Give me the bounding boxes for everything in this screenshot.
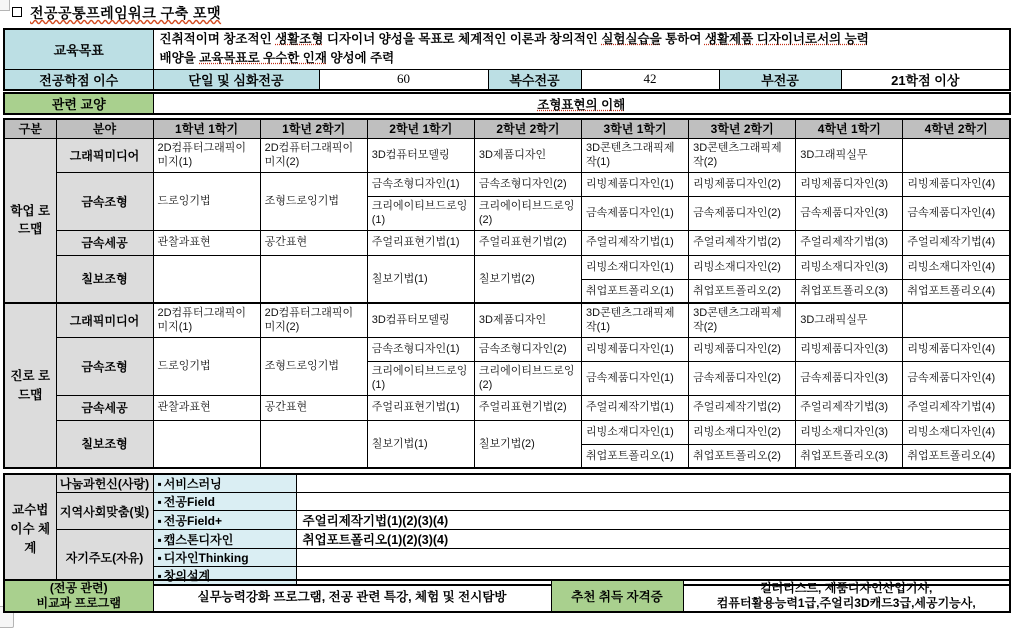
course-cell: 리빙소재디자인(2) — [689, 255, 796, 279]
roadmap-table — [3, 118, 1011, 469]
teaching-item-value: 취업포트폴리오(1)(2)(3)(4) — [296, 530, 1010, 549]
course-cell: 취업포트폴리오(3) — [796, 279, 903, 303]
course-cell: 리빙소재디자인(1) — [582, 420, 689, 444]
course-cell: 주얼리표현기법(1) — [367, 230, 474, 255]
course-cell: 취업포트폴리오(4) — [903, 279, 1010, 303]
text-segment: 양성에 주력 — [326, 51, 395, 66]
teaching-section-label: 교수법 이수 체계 — [4, 474, 56, 585]
course-cell: 취업포트폴리오(4) — [903, 444, 1010, 468]
course-cell: 금속제품디자인(4) — [903, 361, 1010, 395]
course-cell: 3D컴퓨터모델링 — [367, 303, 474, 337]
related-liberal-value: 조형표현의 이해 — [153, 93, 1010, 114]
course-cell: 리빙제품디자인(4) — [903, 337, 1010, 361]
roadmap-category-label: 금속조형 — [56, 337, 153, 395]
text-segment: 실험실습을 — [601, 32, 662, 47]
column-header: 분야 — [56, 119, 153, 138]
related-liberal-label: 관련 교양 — [4, 93, 153, 114]
course-cell: 관찰과표현 — [153, 395, 260, 420]
course-cell: 3D제품디자인 — [474, 303, 581, 337]
teaching-item-value — [296, 549, 1010, 567]
certificates-value — [683, 580, 1010, 612]
education-goal-label: 교육목표 — [4, 29, 153, 69]
course-cell: 리빙제품디자인(2) — [689, 172, 796, 196]
roadmap-row — [4, 138, 1010, 172]
course-cell: 취업포트폴리오(1) — [582, 279, 689, 303]
course-cell: 칠보기법(2) — [474, 420, 581, 468]
course-cell — [153, 420, 260, 468]
course-cell: 리빙소재디자인(3) — [796, 255, 903, 279]
text-segment: 생활제품 — [704, 32, 754, 47]
roadmap-category-label: 칠보조형 — [56, 255, 153, 303]
goal-line-1 — [160, 30, 1004, 49]
page-title-text: 전공공통프레임워크 구축 포맷 — [30, 5, 222, 21]
course-cell — [260, 420, 367, 468]
text-segment: 배양을 — [159, 51, 200, 66]
course-cell: 크리에이티브드로잉(1) — [367, 196, 474, 230]
text-segment: 디자이너로서의 능력 — [756, 32, 869, 47]
course-cell: 칠보기법(1) — [367, 420, 474, 468]
column-header: 구분 — [4, 119, 56, 138]
course-cell: 금속조형디자인(1) — [367, 337, 474, 361]
roadmap-category-label: 칠보조형 — [56, 420, 153, 468]
roadmap-row — [4, 172, 1010, 196]
course-cell — [153, 255, 260, 303]
teaching-table — [3, 473, 1011, 586]
page-title — [12, 3, 221, 23]
course-cell: 취업포트폴리오(3) — [796, 444, 903, 468]
course-cell: 드로잉기법 — [153, 337, 260, 395]
course-cell: 칠보기법(1) — [367, 255, 474, 303]
course-cell: 주얼리제작기법(4) — [903, 230, 1010, 255]
column-header: 3학년 2학기 — [689, 119, 796, 138]
course-cell: 주얼리표현기법(1) — [367, 395, 474, 420]
course-cell: 리빙소재디자인(2) — [689, 420, 796, 444]
course-cell: 리빙소재디자인(3) — [796, 420, 903, 444]
roadmap-row — [4, 303, 1010, 337]
teaching-group-label: 나눔과헌신(사랑) — [56, 474, 153, 493]
course-cell: 2D컴퓨터그래픽이미지(1) — [153, 303, 260, 337]
course-cell: 리빙제품디자인(4) — [903, 172, 1010, 196]
teaching-item: ▪ 디자인Thinking — [153, 549, 296, 567]
course-cell: 금속제품디자인(3) — [796, 361, 903, 395]
course-cell: 금속제품디자인(2) — [689, 361, 796, 395]
course-cell — [903, 138, 1010, 172]
square-bullet-icon — [12, 7, 22, 17]
roadmap-category-label: 금속조형 — [56, 172, 153, 230]
course-cell: 금속제품디자인(1) — [582, 361, 689, 395]
course-cell: 공간표현 — [260, 230, 367, 255]
bottom-table — [3, 579, 1011, 613]
column-header: 4학년 1학기 — [796, 119, 903, 138]
course-cell: 관찰과표현 — [153, 230, 260, 255]
course-cell: 리빙소재디자인(4) — [903, 420, 1010, 444]
teaching-item-value: 주얼리제작기법(1)(2)(3)(4) — [296, 511, 1010, 530]
course-cell: 공간표현 — [260, 395, 367, 420]
column-header: 3학년 1학기 — [582, 119, 689, 138]
course-cell: 취업포트폴리오(1) — [582, 444, 689, 468]
course-cell: 주얼리제작기법(2) — [689, 395, 796, 420]
course-cell: 금속조형디자인(2) — [474, 337, 581, 361]
course-cell: 조형드로잉기법 — [260, 337, 367, 395]
course-cell: 크리에이티브드로잉(2) — [474, 196, 581, 230]
credit-value: 21학점 이상 — [841, 69, 1010, 90]
course-cell: 3D콘텐츠그래픽제작(2) — [689, 303, 796, 337]
credit-type-label: 복수전공 — [488, 69, 581, 90]
course-cell: 3D콘텐츠그래픽제작(2) — [689, 138, 796, 172]
teaching-group-label: 자기주도(자유) — [56, 530, 153, 586]
goal-line-2 — [160, 49, 1004, 68]
course-cell: 3D그래픽실무 — [796, 138, 903, 172]
roadmap-header-row — [4, 119, 1010, 138]
course-cell: 2D컴퓨터그래픽이미지(2) — [260, 138, 367, 172]
course-cell: 크리에이티브드로잉(1) — [367, 361, 474, 395]
extracurricular-label-line2: 비교과 프로그램 — [36, 596, 121, 610]
certificates-line2: 컴퓨터활용능력1급,주얼리3D캐드3급,세공기능사, — [716, 596, 976, 610]
column-header: 1학년 2학기 — [260, 119, 367, 138]
education-goal-text — [153, 29, 1010, 69]
course-cell: 2D컴퓨터그래픽이미지(1) — [153, 138, 260, 172]
credit-value: 60 — [319, 69, 488, 90]
course-cell: 리빙제품디자인(1) — [582, 337, 689, 361]
course-cell: 주얼리제작기법(3) — [796, 395, 903, 420]
certificates-label: 추천 취득 자격증 — [551, 580, 683, 612]
column-header: 2학년 1학기 — [367, 119, 474, 138]
related-liberal-table — [3, 92, 1011, 115]
teaching-item-value — [296, 493, 1010, 511]
certificates-line1: 컬러리스트, 제품디자인산업기사, — [760, 581, 933, 595]
roadmap-row — [4, 255, 1010, 279]
course-cell: 리빙소재디자인(4) — [903, 255, 1010, 279]
course-cell: 3D컴퓨터모델링 — [367, 138, 474, 172]
text-segment: 교육목표로 우수한 인재 — [199, 51, 327, 66]
course-cell: 크리에이티브드로잉(2) — [474, 361, 581, 395]
teaching-item: ▪ 창의설계 — [153, 567, 296, 586]
column-header: 2학년 2학기 — [474, 119, 581, 138]
course-cell: 리빙제품디자인(3) — [796, 337, 903, 361]
course-cell: 3D그래픽실무 — [796, 303, 903, 337]
roadmap-row — [4, 420, 1010, 444]
text-segment: 디자이너 양성을 목표로 체계적인 이론과 창의적인 — [323, 32, 602, 47]
roadmap-section-label: 학업 로드맵 — [4, 138, 56, 303]
roadmap-category-label: 금속세공 — [56, 230, 153, 255]
course-cell: 금속조형디자인(1) — [367, 172, 474, 196]
roadmap-row — [4, 230, 1010, 255]
course-cell — [903, 303, 1010, 337]
credits-label: 전공학점 이수 — [4, 69, 153, 90]
course-cell: 금속제품디자인(4) — [903, 196, 1010, 230]
teaching-item: ▪ 전공Field — [153, 493, 296, 511]
roadmap-category-label: 그래픽미디어 — [56, 138, 153, 172]
course-cell: 드로잉기법 — [153, 172, 260, 230]
roadmap-section-label: 진로 로드맵 — [4, 303, 56, 468]
roadmap-category-label: 그래픽미디어 — [56, 303, 153, 337]
teaching-item: ▪ 서비스러닝 — [153, 474, 296, 493]
course-cell: 금속제품디자인(1) — [582, 196, 689, 230]
course-cell: 금속조형디자인(2) — [474, 172, 581, 196]
roadmap-body — [4, 119, 1010, 468]
course-cell: 리빙제품디자인(2) — [689, 337, 796, 361]
roadmap-row — [4, 337, 1010, 361]
teaching-group-label: 지역사회맞춤(빛) — [56, 493, 153, 530]
course-cell: 조형드로잉기법 — [260, 172, 367, 230]
credit-type-label: 부전공 — [719, 69, 841, 90]
goal-credits-table — [3, 28, 1011, 91]
extracurricular-value: 실무능력강화 프로그램, 전공 관련 특강, 체험 및 전시탐방 — [153, 580, 551, 612]
course-cell: 주얼리표현기법(2) — [474, 395, 581, 420]
course-cell: 3D콘텐츠그래픽제작(1) — [582, 138, 689, 172]
roadmap-category-label: 금속세공 — [56, 395, 153, 420]
course-cell: 주얼리제작기법(1) — [582, 395, 689, 420]
teaching-item: ▪ 전공Field+ — [153, 511, 296, 530]
course-cell: 2D컴퓨터그래픽이미지(2) — [260, 303, 367, 337]
teaching-item: ▪ 캡스톤디자인 — [153, 530, 296, 549]
course-cell: 주얼리표현기법(2) — [474, 230, 581, 255]
extracurricular-label-line1: (전공 관련) — [49, 581, 108, 595]
course-cell: 리빙소재디자인(1) — [582, 255, 689, 279]
text-segment: 생활조형 — [275, 32, 324, 47]
window-edge-fragment — [0, 0, 10, 11]
course-cell: 3D제품디자인 — [474, 138, 581, 172]
course-cell: 취업포트폴리오(2) — [689, 279, 796, 303]
course-cell: 주얼리제작기법(3) — [796, 230, 903, 255]
column-header: 4학년 2학기 — [903, 119, 1010, 138]
column-header: 1학년 1학기 — [153, 119, 260, 138]
credit-type-label: 단일 및 심화전공 — [153, 69, 319, 90]
course-cell: 주얼리제작기법(4) — [903, 395, 1010, 420]
course-cell: 주얼리제작기법(2) — [689, 230, 796, 255]
course-cell: 3D콘텐츠그래픽제작(1) — [582, 303, 689, 337]
text-segment: 통하여 — [661, 32, 705, 47]
course-cell: 취업포트폴리오(2) — [689, 444, 796, 468]
teaching-item-value — [296, 474, 1010, 493]
course-cell: 리빙제품디자인(3) — [796, 172, 903, 196]
course-cell: 칠보기법(2) — [474, 255, 581, 303]
course-cell: 주얼리제작기법(1) — [582, 230, 689, 255]
course-cell: 리빙제품디자인(1) — [582, 172, 689, 196]
extracurricular-label — [4, 580, 153, 612]
course-cell: 금속제품디자인(2) — [689, 196, 796, 230]
course-cell — [260, 255, 367, 303]
credit-value: 42 — [581, 69, 719, 90]
course-cell: 금속제품디자인(3) — [796, 196, 903, 230]
text-segment: 진취적이며 창조적인 — [159, 32, 276, 47]
roadmap-row — [4, 395, 1010, 420]
